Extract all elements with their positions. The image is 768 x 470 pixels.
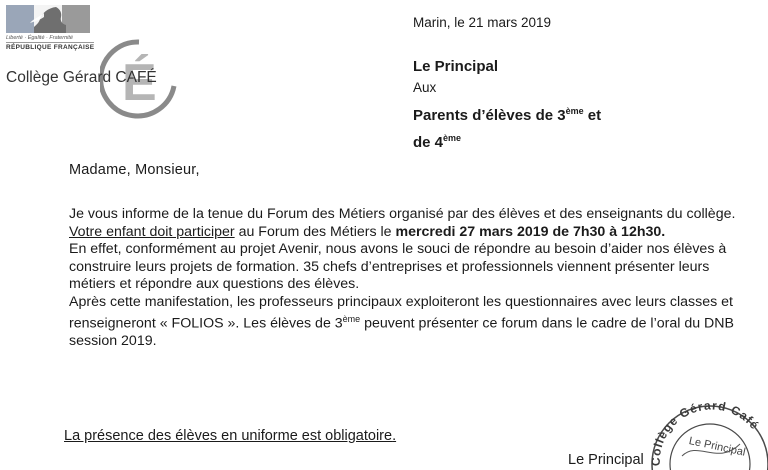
marianne-profile-icon — [26, 5, 74, 33]
participation-emphasis: Votre enfant doit participer — [69, 223, 235, 240]
logo-letter: É — [122, 54, 157, 112]
motto: Liberté · Égalité · Fraternité — [6, 35, 73, 41]
stamp-center-text: Le Principal — [687, 435, 747, 459]
sender-title: Le Principal — [413, 58, 499, 75]
paragraph-folios: Après cette manifestation, les professeurs principaux exploiteront les questionnaires avec leurs classes et renseigneront « FOLIOS ». Les élèves de 3ème peuvent présenter ce forum dans le cadre de l’oral du DNB session 2019. — [69, 293, 734, 350]
place-and-date: Marin, le 21 mars 2019 — [413, 15, 552, 30]
republic-name: RÉPUBLIQUE FRANÇAISE — [6, 44, 95, 51]
paragraph-forum-intro: Je vous informe de la tenue du Forum des Métiers organisé par des élèves et des enseignants du collège. — [69, 206, 736, 222]
paragraph-project-avenir: En effet, conformément au projet Avenir, nous avons le souci de répondre au besoin d’aider nos élèves à construire leurs projets de formation. 35 chefs d’entreprises et professionnels viennent présenter leurs métiers et répondre aux questions des élèves. — [69, 241, 727, 292]
recipients-line-1: Parents d’élèves de 3ème et — [413, 106, 602, 124]
uniform-notice: La présence des élèves en uniforme est obligatoire. — [64, 428, 397, 444]
salutation: Madame, Monsieur, — [69, 162, 200, 178]
letter-body — [69, 206, 737, 351]
svg-text:Collège Gérard Café — [649, 398, 762, 466]
school-stamp — [648, 396, 768, 470]
signature-label: Le Principal — [568, 452, 644, 468]
recipients-line-2: de 4ème — [413, 133, 462, 151]
marianne-logo — [6, 5, 90, 33]
college-name: Collège Gérard CAFÉ — [6, 69, 157, 86]
to-label: Aux — [413, 80, 437, 95]
paragraph-participation: Votre enfant doit participer au Forum des Métiers le mercredi 27 mars 2019 de 7h30 à 12h30. — [69, 223, 666, 240]
recipients — [413, 100, 601, 154]
stamp-ring-text: Collège Gérard Café — [648, 398, 763, 467]
event-date-time: mercredi 27 mars 2019 de 7h30 à 12h30. — [395, 223, 666, 240]
